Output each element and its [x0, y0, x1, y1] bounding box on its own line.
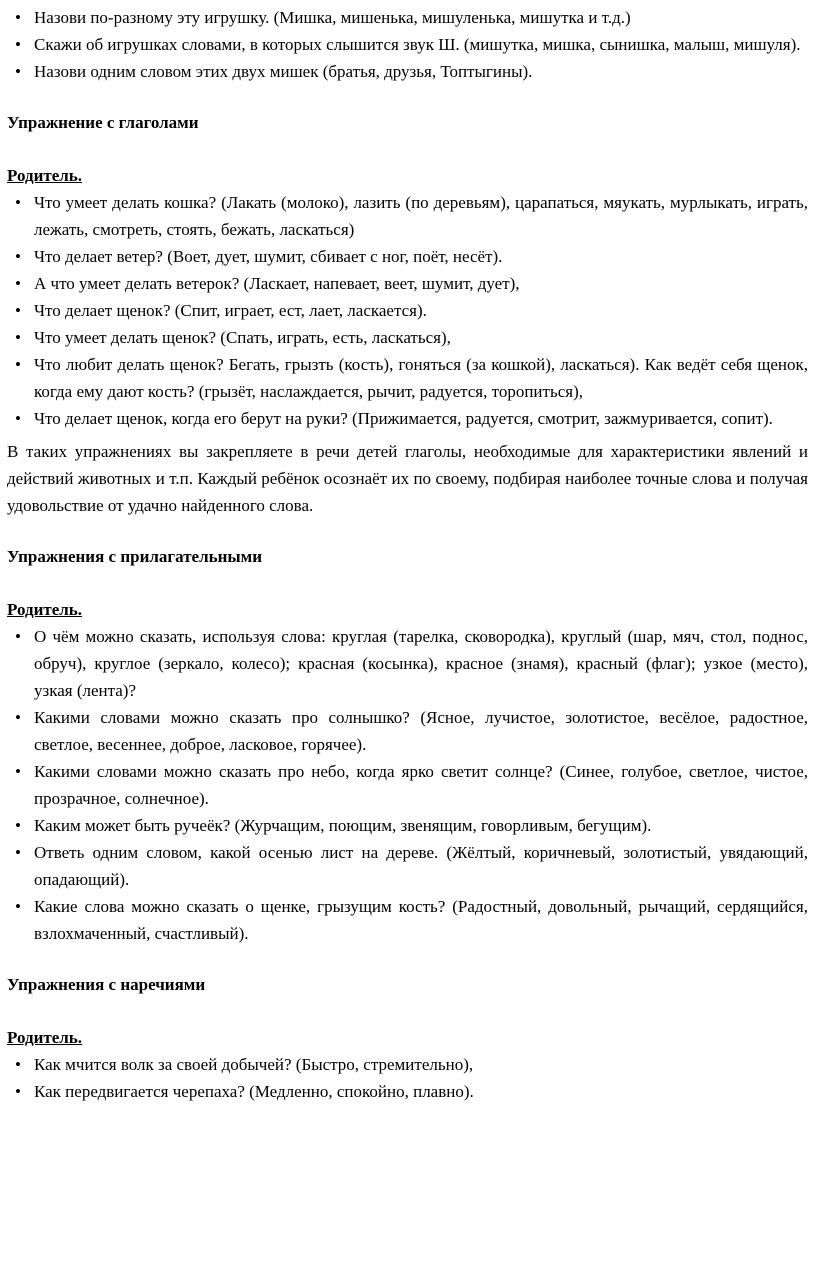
- list-item: • Как мчится волк за своей добычей? (Быстро, стремительно),: [7, 1051, 808, 1078]
- list-item: • Назови по-разному эту игрушку. (Мишка, мишенька, мишуленька, мишутка и т.д.): [7, 4, 808, 31]
- list-item: • Назови одним словом этих двух мишек (братья, друзья, Топтыгины).: [7, 58, 808, 85]
- list-item: • Как передвигается черепаха? (Медленно, спокойно, плавно).: [7, 1078, 808, 1105]
- section-heading-verbs: Упражнение с глаголами: [7, 113, 199, 132]
- verbs-summary-paragraph: В таких упражнениях вы закрепляете в речи детей глаголы, необходимые для характеристики явлений и действий животных и т.п. Каждый ребёнок осознаёт их по своему, подбирая наиболее точные слова и получая удовольствие от удачно найденного слова.: [7, 442, 808, 515]
- parent-label-adverbs: Родитель.: [7, 1028, 83, 1047]
- list-item: • Скажи об игрушках словами, в которых слышится звук Ш. (мишутка, мишка, сынишка, малыш, мишуля).: [7, 31, 808, 58]
- list-item: • Что делает щенок, когда его берут на руки? (Прижимается, радуется, смотрит, зажмуривается, сопит).: [7, 405, 808, 432]
- list-item: • Ответь одним словом, какой осенью лист на дереве. (Жёлтый, коричневый, золотистый, увядающий, опадающий).: [7, 839, 808, 893]
- list-item: • А что умеет делать ветерок? (Ласкает, напевает, веет, шумит, дует),: [7, 270, 808, 297]
- list-item: • Что умеет делать кошка? (Лакать (молоко), лазить (по деревьям), царапаться, мяукать, мурлыкать, играть, лежать, смотреть, стоять, бежать, ласкаться): [7, 189, 808, 243]
- section-heading-adverbs: Упражнения с наречиями: [7, 975, 206, 994]
- verbs-exercise-list: [7, 189, 808, 432]
- list-item: • Какие слова можно сказать о щенке, грызущим кость? (Радостный, довольный, рычащий, сердящийся, взлохмаченный, счастливый).: [7, 893, 808, 947]
- parent-label-adjectives: Родитель.: [7, 600, 83, 619]
- list-item: • О чём можно сказать, используя слова: круглая (тарелка, сковородка), круглый (шар, мяч, стол, поднос, обруч), круглое (зеркало, колесо); красная (косынка), красное (знамя), красный (флаг); узкое (место), узкая (лента)?: [7, 623, 808, 704]
- section-heading-adjectives: Упражнения с прилагательными: [7, 547, 263, 566]
- list-item: • Что делает щенок? (Спит, играет, ест, лает, ласкается).: [7, 297, 808, 324]
- list-item: • Что любит делать щенок? Бегать, грызть (кость), гоняться (за кошкой), ласкаться). Как ведёт себя щенок, когда ему дают кость? (грызёт, наслаждается, рычит, радуется, торопиться),: [7, 351, 808, 405]
- parent-label-verbs: Родитель.: [7, 166, 83, 185]
- list-item: • Каким может быть ручеёк? (Журчащим, поющим, звенящим, говорливым, бегущим).: [7, 812, 808, 839]
- list-item: • Какими словами можно сказать про солнышко? (Ясное, лучистое, золотистое, весёлое, радостное, светлое, весеннее, доброе, ласковое, горячее).: [7, 704, 808, 758]
- list-item: • Какими словами можно сказать про небо, когда ярко светит солнце? (Синее, голубое, светлое, чистое, прозрачное, солнечное).: [7, 758, 808, 812]
- adjectives-exercise-list: [7, 623, 808, 947]
- adverbs-exercise-list: [7, 1051, 808, 1105]
- list-item: • Что делает ветер? (Воет, дует, шумит, сбивает с ног, поёт, несёт).: [7, 243, 808, 270]
- list-item: • Что умеет делать щенок? (Спать, играть, есть, ласкаться),: [7, 324, 808, 351]
- toy-naming-list: [7, 4, 808, 85]
